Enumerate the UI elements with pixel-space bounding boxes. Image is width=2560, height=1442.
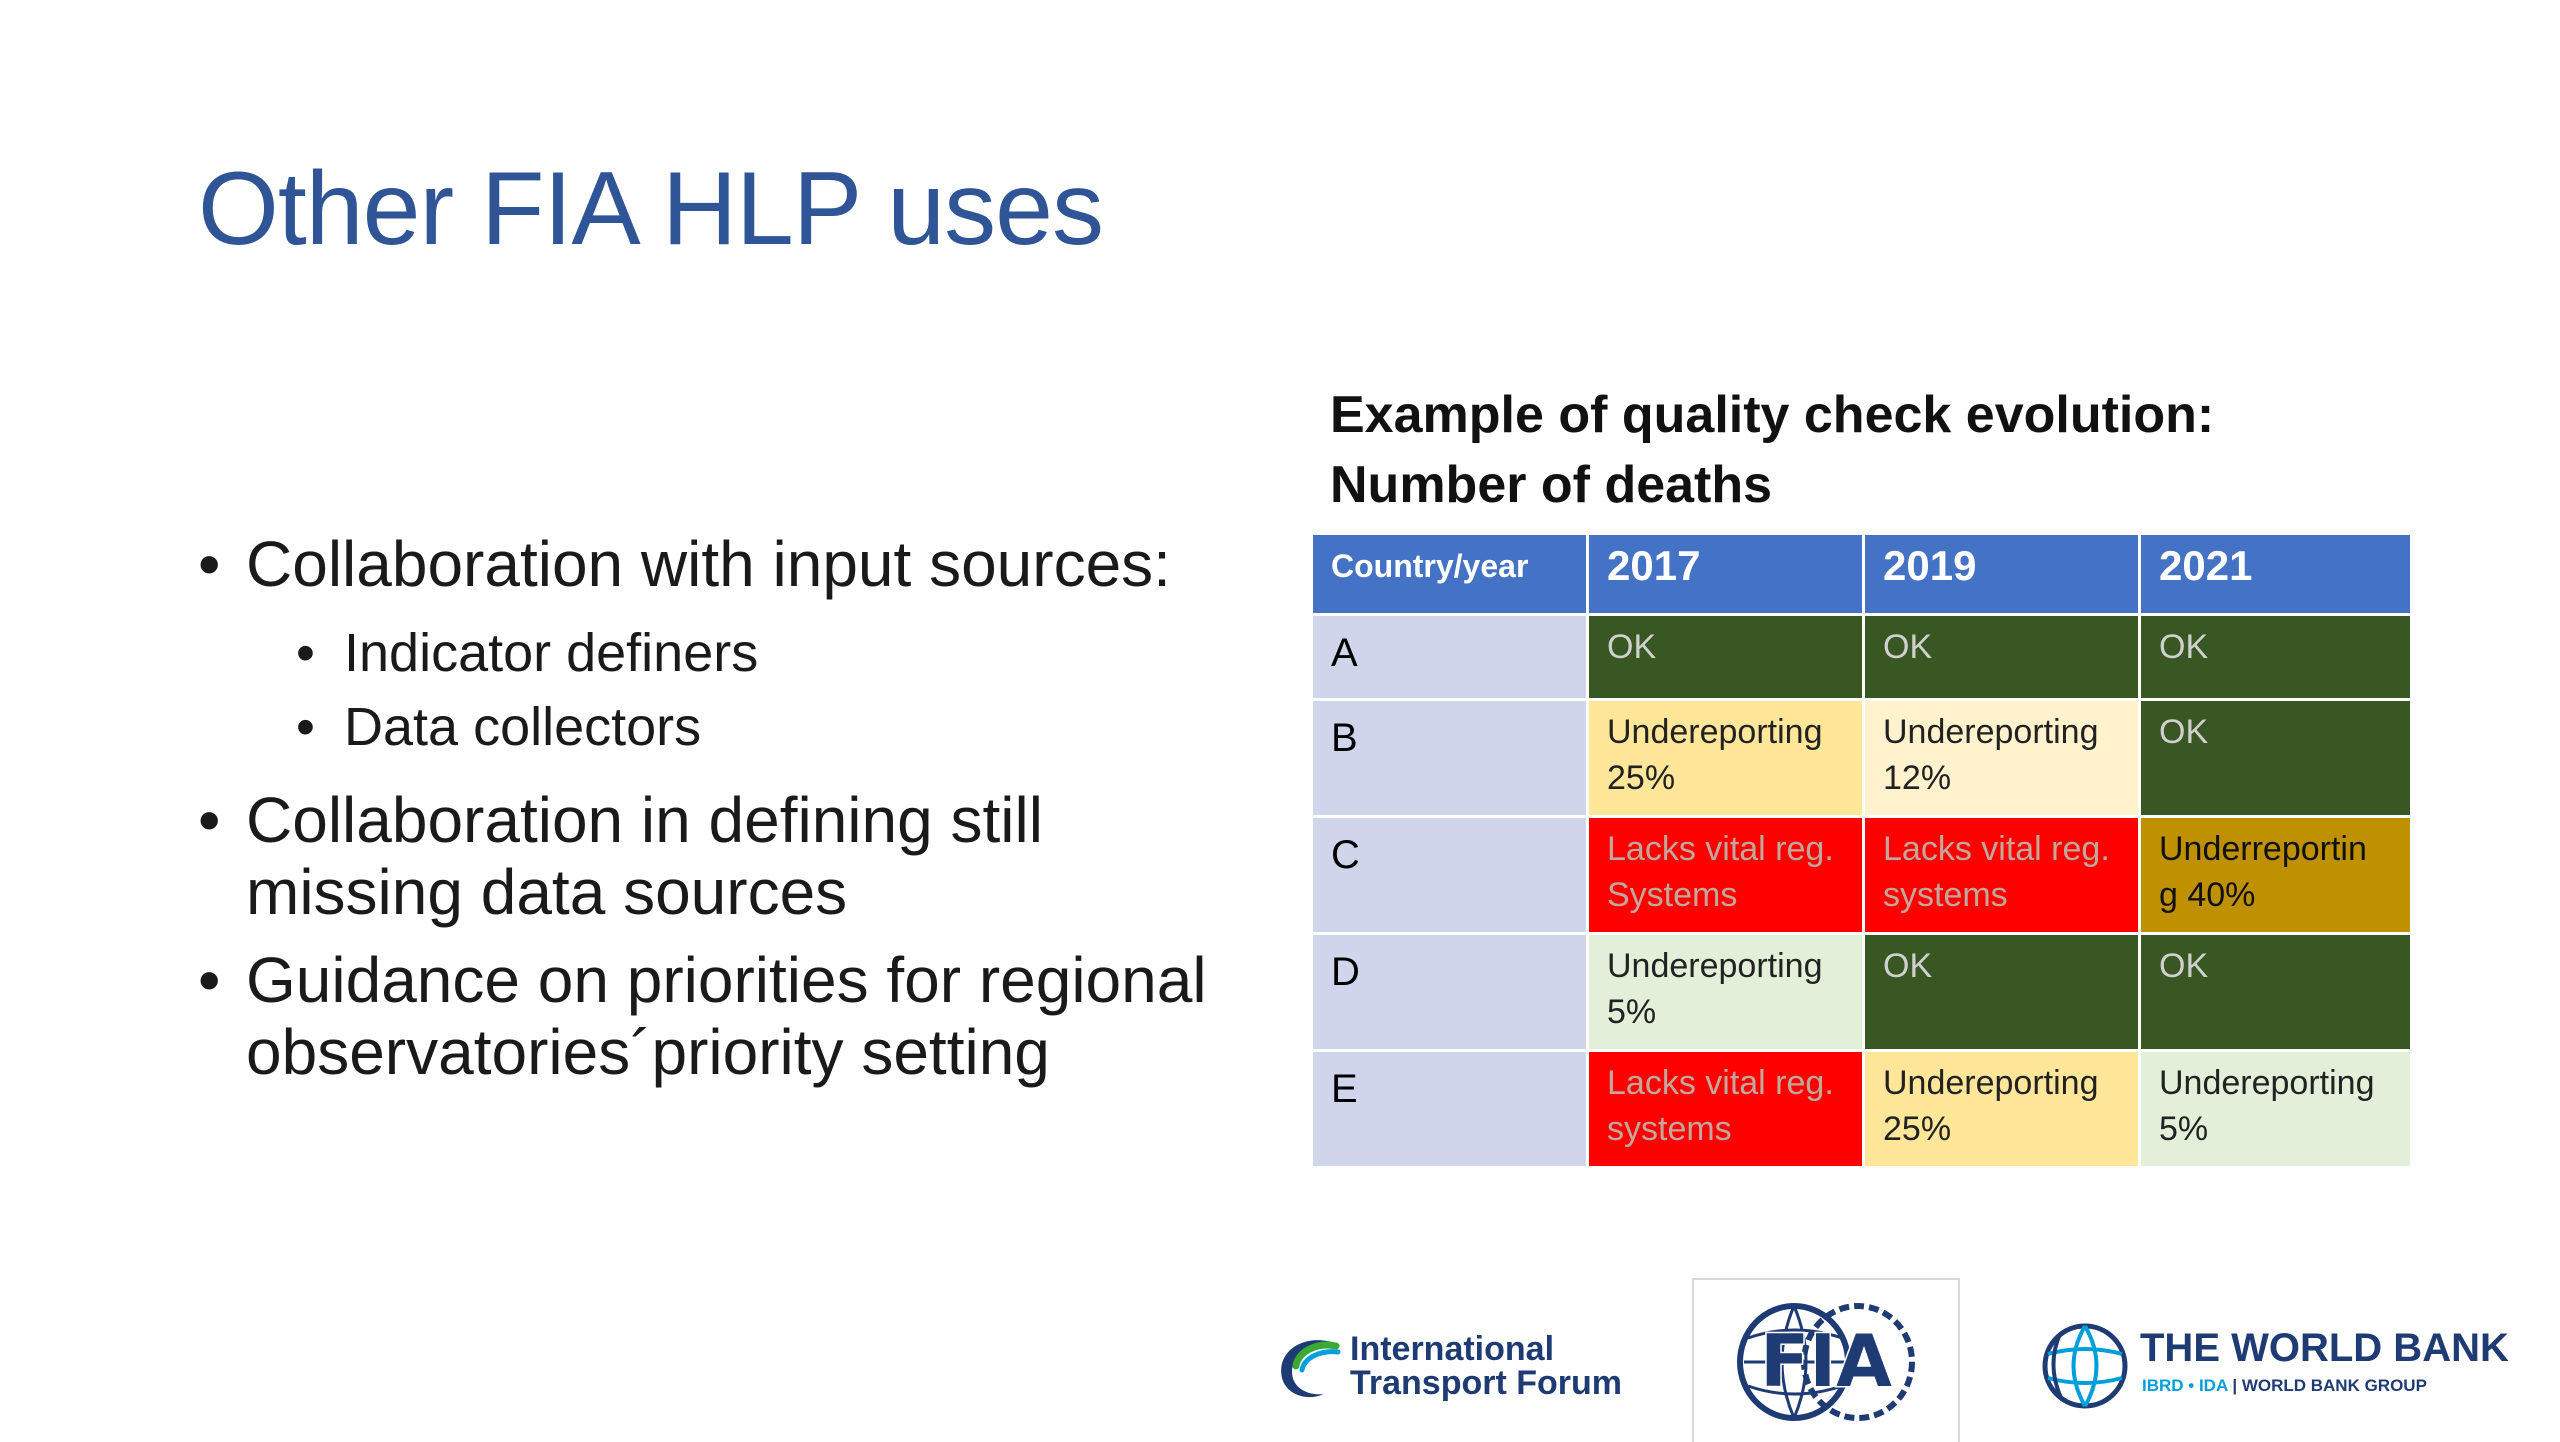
status-cell: OK (2140, 700, 2412, 817)
country-cell: D (1312, 934, 1588, 1051)
world-bank-sub-group: WORLD BANK GROUP (2241, 1376, 2427, 1395)
table-title-line-2: Number of deaths (1330, 456, 1773, 514)
table-row (1312, 700, 2412, 817)
table-row (1312, 817, 2412, 934)
header-2017: 2017 (1588, 534, 1864, 615)
quality-check-table (1310, 532, 2413, 1169)
country-cell: C (1312, 817, 1588, 934)
status-cell: OK (2140, 934, 2412, 1051)
status-cell: Undereporting 5% (1588, 934, 1864, 1051)
country-cell: A (1312, 615, 1588, 700)
status-cell: Lacks vital reg. systems (1588, 1051, 1864, 1168)
itf-logo-text (1350, 1332, 1622, 1400)
bullet-guidance-priorities: • Guidance on priorities for regional observatories´priority setting (198, 944, 1218, 1088)
table-title-line-1: Example of quality check evolution: (1330, 386, 2215, 444)
status-cell: OK (1864, 934, 2140, 1051)
status-cell: OK (1864, 615, 2140, 700)
country-cell: E (1312, 1051, 1588, 1168)
status-cell: Lacks vital reg. Systems (1588, 817, 1864, 934)
header-2021: 2021 (2140, 534, 2412, 615)
table-row (1312, 934, 2412, 1051)
itf-logo (1272, 1330, 1623, 1420)
bullet-collaboration-input: • Collaboration with input sources: (198, 528, 1218, 600)
header-2019: 2019 (1864, 534, 2140, 615)
world-bank-subtitle: IBRD • IDA | WORLD BANK GROUP (2142, 1376, 2427, 1395)
sub-bullet-indicator-definers: • Indicator definers (198, 616, 1218, 690)
world-bank-name: THE WORLD BANK (2140, 1326, 2509, 1370)
status-cell: Undereporting 25% (1864, 1051, 2140, 1168)
status-cell: Undereporting 25% (1588, 700, 1864, 817)
bullet-collaboration-defining: • Collaboration in defining still missing data sources (198, 784, 1218, 928)
sub-bullet-data-collectors: • Data collectors (198, 690, 1218, 764)
table-header-row (1312, 534, 2412, 615)
status-cell: Underreportin g 40% (2140, 817, 2412, 934)
table-row (1312, 1051, 2412, 1168)
footer-logos (0, 1270, 2560, 1440)
header-country-year: Country/year (1312, 534, 1588, 615)
status-cell: OK (2140, 615, 2412, 700)
fia-logo-text: FIA (1760, 1319, 1892, 1403)
status-cell: Undereporting 12% (1864, 700, 2140, 817)
fia-logo (1734, 1298, 1918, 1426)
country-cell: B (1312, 700, 1588, 817)
status-cell: Lacks vital reg. systems (1864, 817, 2140, 934)
itf-swoosh-icon (1272, 1330, 1344, 1406)
world-bank-globe-icon (2040, 1320, 2130, 1412)
bullet-list (198, 528, 1218, 1104)
status-cell: OK (1588, 615, 1864, 700)
itf-line-1: International (1350, 1330, 1555, 1368)
fia-logo-box (1692, 1278, 1960, 1442)
world-bank-logo (2040, 1320, 2520, 1420)
itf-line-2: Transport Forum (1350, 1364, 1623, 1402)
status-cell: Undereporting 5% (2140, 1051, 2412, 1168)
table-title (1330, 380, 2214, 520)
table-row (1312, 615, 2412, 700)
sub-bullet-list (198, 616, 1218, 764)
world-bank-sub-ibrd: IBRD • IDA (2142, 1376, 2228, 1395)
slide-title: Other FIA HLP uses (198, 151, 1103, 267)
